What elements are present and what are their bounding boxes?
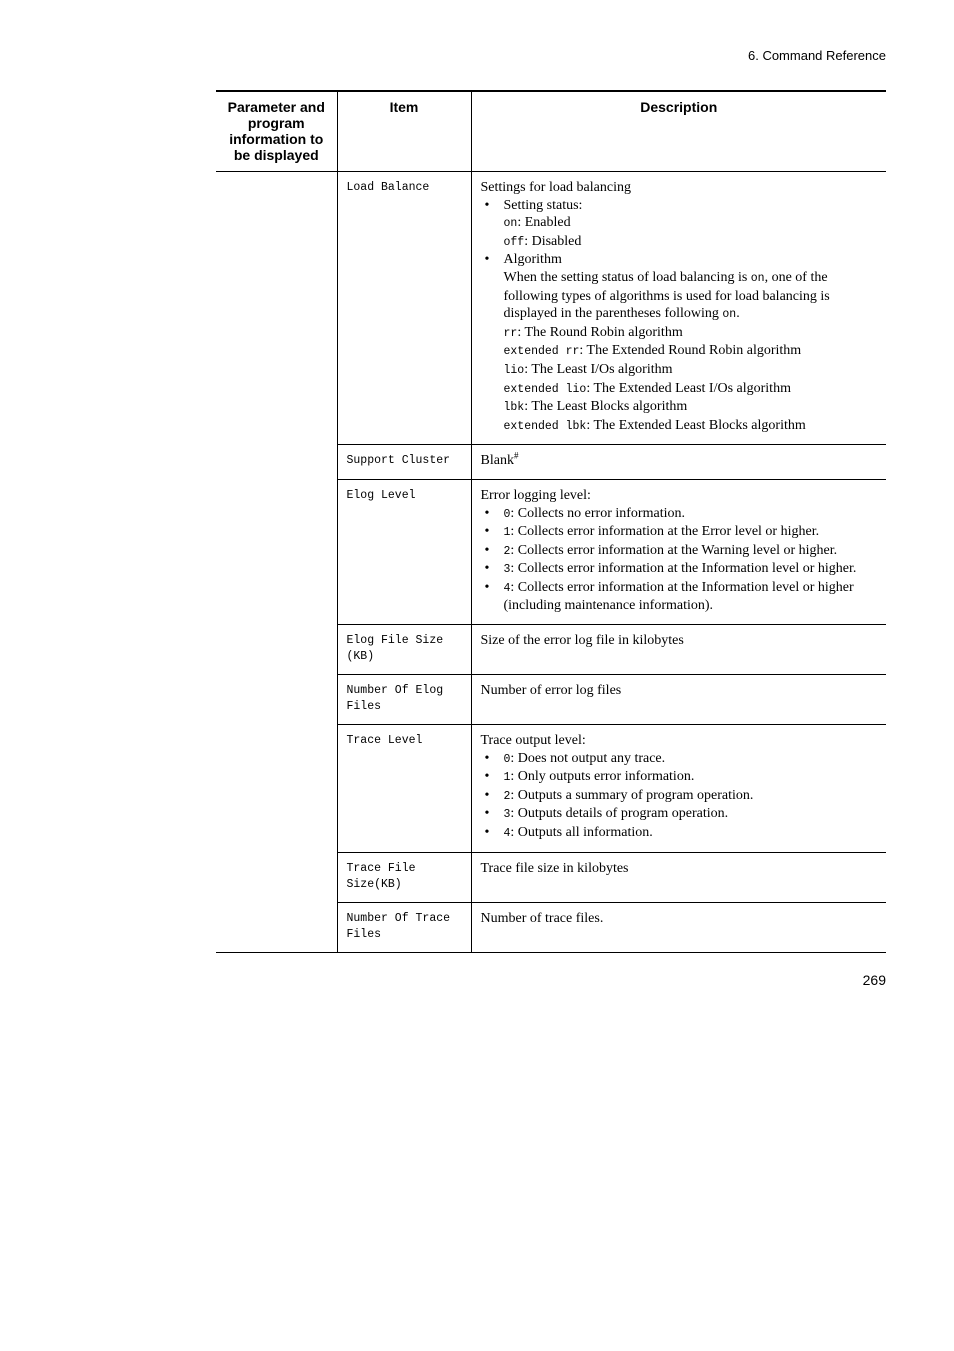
header-param: Parameter and program information to be displayed — [216, 91, 337, 172]
description-cell — [471, 902, 886, 952]
item-cell — [337, 172, 471, 445]
footnote-mark: # — [513, 450, 519, 461]
trace-level-intro: Trace output level: — [480, 733, 586, 749]
item-number-of-elog-files: Number Of Elog Files — [346, 684, 444, 714]
list-item: • 0: Does not output any trace. — [481, 750, 879, 769]
setting-status-label: Setting status: — [503, 197, 583, 213]
item-cell — [337, 445, 471, 480]
item-support-cluster: Support Cluster — [346, 454, 451, 468]
item-elog-level: Elog Level — [346, 488, 416, 502]
algorithm-paragraph: When the setting status of load balancing is on, one of the following types of algorithms is used for load balancing is displayed in the parentheses following on. — [503, 269, 830, 322]
list-item — [481, 197, 879, 215]
item-cell — [337, 852, 471, 902]
description-cell — [471, 172, 886, 445]
item-cell — [337, 625, 471, 675]
item-load-balance: Load Balance — [346, 181, 430, 194]
running-header: 6. Command Reference — [747, 48, 886, 63]
support-cluster-desc: Blank — [480, 453, 514, 469]
table-header-row — [216, 91, 886, 172]
list-item: • 3: Outputs details of program operation. — [481, 805, 879, 824]
table-row — [216, 172, 886, 445]
header-item: Item — [337, 91, 471, 172]
elog-file-size-desc: Size of the error log file in kilobytes — [480, 633, 684, 649]
algorithm-line: extended lio: The Extended Least I/Os algorithm — [503, 380, 791, 396]
algorithm-line: rr: The Round Robin algorithm — [503, 324, 683, 340]
list-item: • 1: Collects error information at the Error level or higher. — [481, 523, 879, 542]
trace-file-size-desc: Trace file size in kilobytes — [480, 860, 629, 876]
algorithm-line: extended lbk: The Extended Least Blocks algorithm — [503, 417, 806, 433]
item-cell — [337, 675, 471, 725]
item-trace-file-size: Trace File Size(KB) — [346, 861, 416, 891]
description-cell — [471, 675, 886, 725]
list-item: • 2: Outputs a summary of program operation. — [481, 787, 879, 806]
status-on-line: on: Enabled — [503, 215, 571, 231]
number-of-elog-files-desc: Number of error log files — [480, 683, 622, 699]
status-off-line: off: Disabled — [503, 233, 582, 249]
list-item: • 4: Outputs all information. — [481, 824, 879, 843]
page-number: 269 — [862, 972, 886, 988]
elog-level-intro: Error logging level: — [480, 487, 591, 503]
item-elog-file-size: Elog File Size (KB) — [346, 634, 444, 664]
item-cell — [337, 902, 471, 952]
item-number-of-trace-files: Number Of Trace Files — [346, 911, 451, 941]
algorithm-line: lbk: The Least Blocks algorithm — [503, 399, 688, 415]
description-cell — [471, 725, 886, 853]
list-item: • 1: Only outputs error information. — [481, 768, 879, 787]
algorithm-label: Algorithm — [503, 252, 562, 268]
description-cell — [471, 852, 886, 902]
item-trace-level: Trace Level — [346, 734, 423, 748]
list-item: • 3: Collects error information at the Information level or higher. — [481, 560, 879, 579]
item-cell — [337, 725, 471, 853]
list-item: • 2: Collects error information at the Warning level or higher. — [481, 542, 879, 561]
header-description: Description — [471, 91, 886, 172]
description-cell — [471, 445, 886, 480]
description-cell — [471, 479, 886, 624]
list-item — [481, 251, 879, 269]
number-of-trace-files-desc: Number of trace files. — [480, 910, 604, 926]
param-cell-empty — [216, 172, 337, 953]
list-item: • 0: Collects no error information. — [481, 505, 879, 524]
algorithm-line: lio: The Least I/Os algorithm — [503, 361, 673, 377]
reference-table — [216, 90, 886, 953]
load-balance-intro: Settings for load balancing — [480, 180, 631, 195]
item-cell — [337, 479, 471, 624]
description-cell — [471, 625, 886, 675]
list-item: • 4: Collects error information at the Information level or higher (including maintenance information). — [481, 579, 879, 615]
algorithm-line: extended rr: The Extended Round Robin algorithm — [503, 343, 802, 359]
